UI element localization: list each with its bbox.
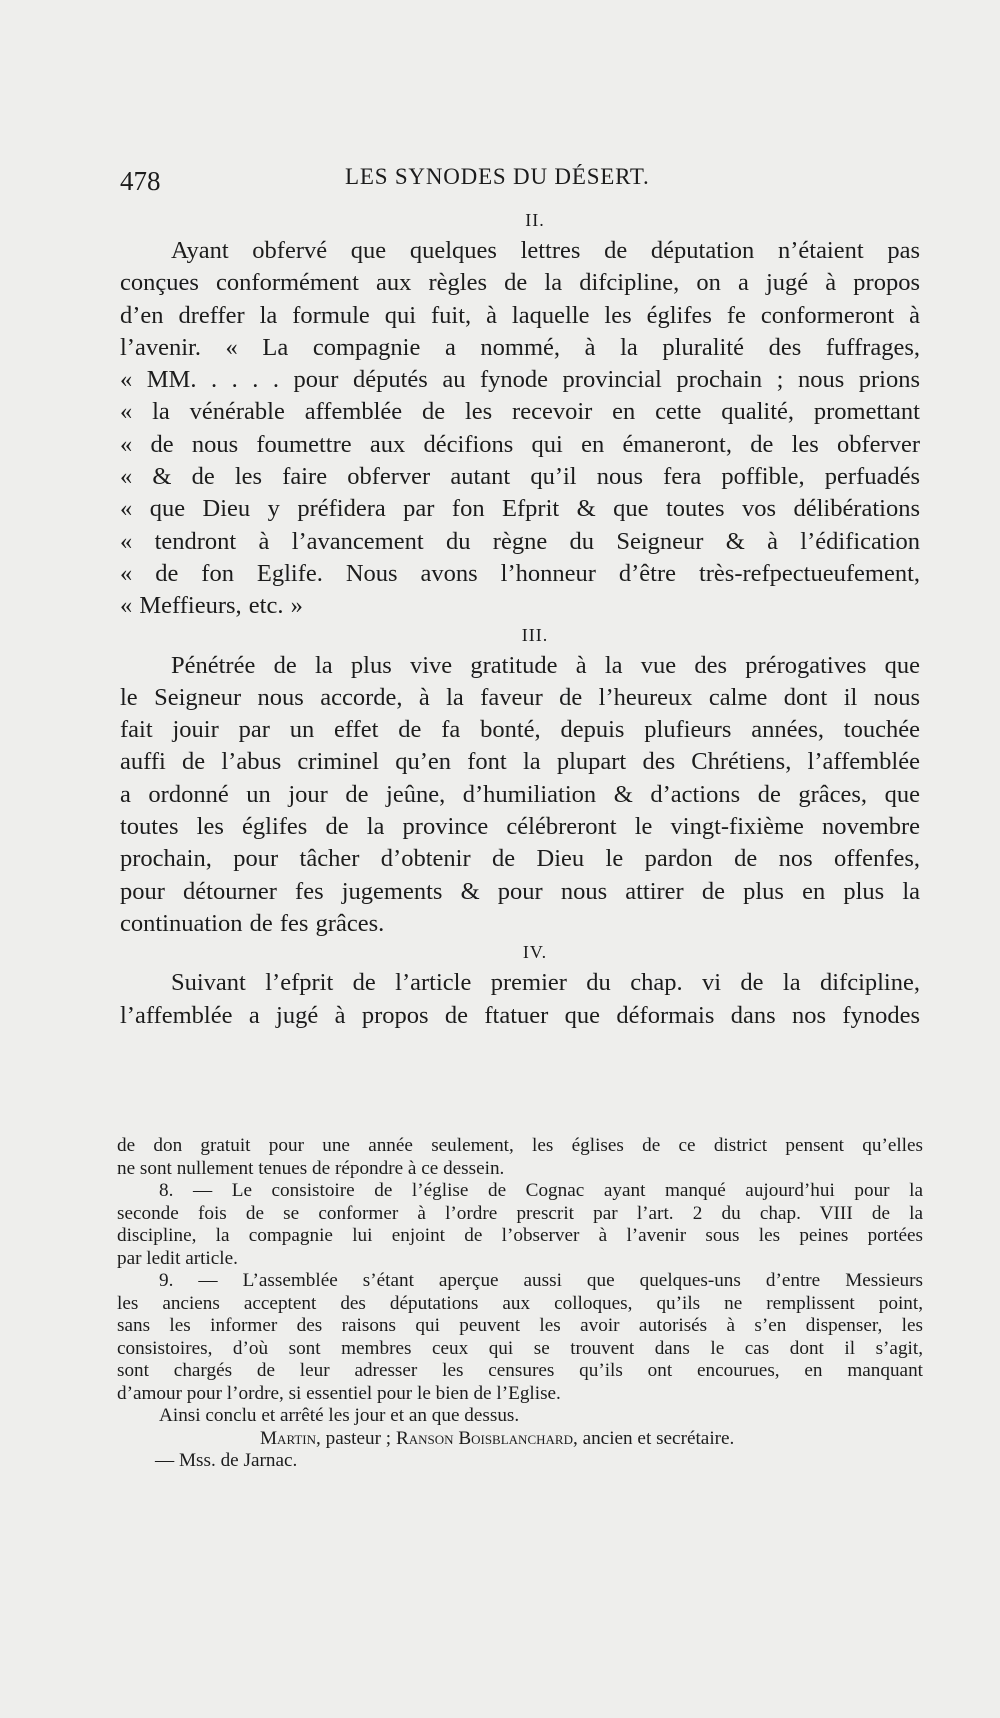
source-line: — Mss. de Jarnac. (155, 1450, 298, 1471)
note-conclusion (117, 1405, 923, 1428)
text-line: Ayant obfervé que quelques lettres de députation n’étaient pas (171, 237, 920, 264)
text-line: conçues conformément aux règles de la difcipline, on a jugé à propos (120, 269, 920, 297)
text-line: « tendront à l’avancement du règne du Seigneur & à l’édification (120, 527, 920, 555)
note-intro (117, 1135, 923, 1180)
text-line: a ordonné un jour de jeûne, d’humiliation & d’actions de grâces, que (120, 780, 920, 808)
text-line: d’en dreffer la formule qui fuit, à laquelle les églifes fe conformeront à (120, 301, 920, 329)
note-line: seconde fois de se conformer à l’ordre prescrit par l’art. 2 du chap. VIII de la (117, 1202, 923, 1224)
text-line: « de fon Eglife. Nous avons l’honneur d’être très-refpectueufement, (120, 559, 920, 587)
note-line: sans les informer des raisons qui peuvent les avoir autorisés à s’en dispenser, les (117, 1315, 923, 1336)
page-number: 478 (120, 166, 161, 196)
signature-line (117, 1428, 923, 1451)
text-line: pour détourner fes jugements & pour nous attirer de plus en plus la (120, 877, 920, 905)
section-number-iv: IV. (522, 942, 548, 963)
text-line: « que Dieu y préfidera par fon Efprit & que toutes vos délibérations (120, 495, 920, 523)
text-line: « & de les faire obferver autant qu’il nous fera poffible, perfuadés (120, 463, 920, 491)
text-line: Pénétrée de la plus vive gratitude à la vue des prérogatives que (171, 651, 920, 679)
section-number-ii: II. (525, 210, 545, 230)
text-line: le Seigneur nous accorde, à la faveur de l’heureux calme dont il nous (120, 683, 920, 711)
text-line: Suivant l’efprit de l’article premier du chap. vi de la difcipline, (171, 969, 920, 997)
signatory-name-1: Martin (260, 1427, 316, 1449)
text-line: fait jouir par un effet de fa bonté, depuis plufieurs années, touchée (120, 716, 920, 744)
section-iv-paragraph (120, 967, 920, 1032)
source-note (117, 1450, 923, 1473)
text-line: « de nous foumettre aux décifions qui en émaneront, de les obferver (120, 430, 920, 458)
signatory-name-2: Ranson Boisblanchard (395, 1427, 573, 1449)
note-line: consistoires, d’où sont membres ceux qui se trouvent dans le cas dont il s’agit, (117, 1337, 923, 1359)
section-ii-paragraph (120, 235, 920, 623)
text-line: prochain, pour tâcher d’obtenir de Dieu le pardon de nos offenfes, (120, 845, 920, 873)
signatory-role-1: , pasteur ; (316, 1427, 396, 1449)
main-text (120, 208, 920, 1032)
note-line: par ledit article. (117, 1247, 238, 1269)
note-line: les anciens acceptent des députations aux colloques, qu’ils ne remplissent point, (117, 1292, 923, 1314)
note-line: sont chargés de leur adresser les censures qu’ils ont encourues, en manquant (117, 1360, 923, 1381)
signature (117, 1428, 923, 1451)
note-line: 9. — L’assemblée s’étant aperçue aussi que quelques-uns d’entre Messieurs (159, 1270, 923, 1291)
note-line: discipline, la compagnie lui enjoint de l’observer à l’avenir sous les peines portées (117, 1225, 923, 1246)
note-item-8 (117, 1180, 923, 1270)
section-number-iii: III. (521, 624, 549, 645)
text-line: l’affemblée a jugé à propos de ftatuer que déformais dans nos fynodes (120, 1001, 920, 1029)
text-line: « MM. . . . . pour députés au fynode provincial prochain ; nous prions (120, 366, 920, 394)
text-line: « Meffieurs, etc. » (120, 592, 303, 620)
text-line: « la vénérable affemblée de les recevoir en cette qualité, promettant (120, 398, 920, 426)
note-item-9 (117, 1270, 923, 1405)
footnotes (117, 1135, 923, 1473)
text-line: continuation de fes grâces. (120, 909, 385, 937)
text-line: toutes les églifes de la province célébreront le vingt-fixième novembre (120, 813, 920, 841)
running-title: LES SYNODES DU DÉSERT. (345, 164, 650, 189)
note-line: d’amour pour l’ordre, si essentiel pour le bien de l’Eglise. (117, 1382, 561, 1404)
signatory-role-2: , ancien et secrétaire. (572, 1427, 735, 1449)
note-line: 8. — Le consistoire de l’église de Cognac ayant manqué aujourd’hui pour la (159, 1180, 923, 1201)
note-line: ne sont nullement tenues de répondre à ce dessein. (117, 1157, 505, 1179)
section-iii-paragraph (120, 650, 920, 941)
text-line: auffi de l’abus criminel qu’en font la plupart des Chrétiens, l’affemblée (120, 748, 920, 776)
conclusion-line: Ainsi conclu et arrêté les jour et an que dessus. (159, 1405, 520, 1426)
running-head (0, 156, 1000, 196)
note-line: de don gratuit pour une année seulement, les églises de ce district pensent qu’elles (117, 1135, 923, 1156)
text-line: l’avenir. « La compagnie a nommé, à la pluralité des fuffrages, (120, 333, 920, 361)
